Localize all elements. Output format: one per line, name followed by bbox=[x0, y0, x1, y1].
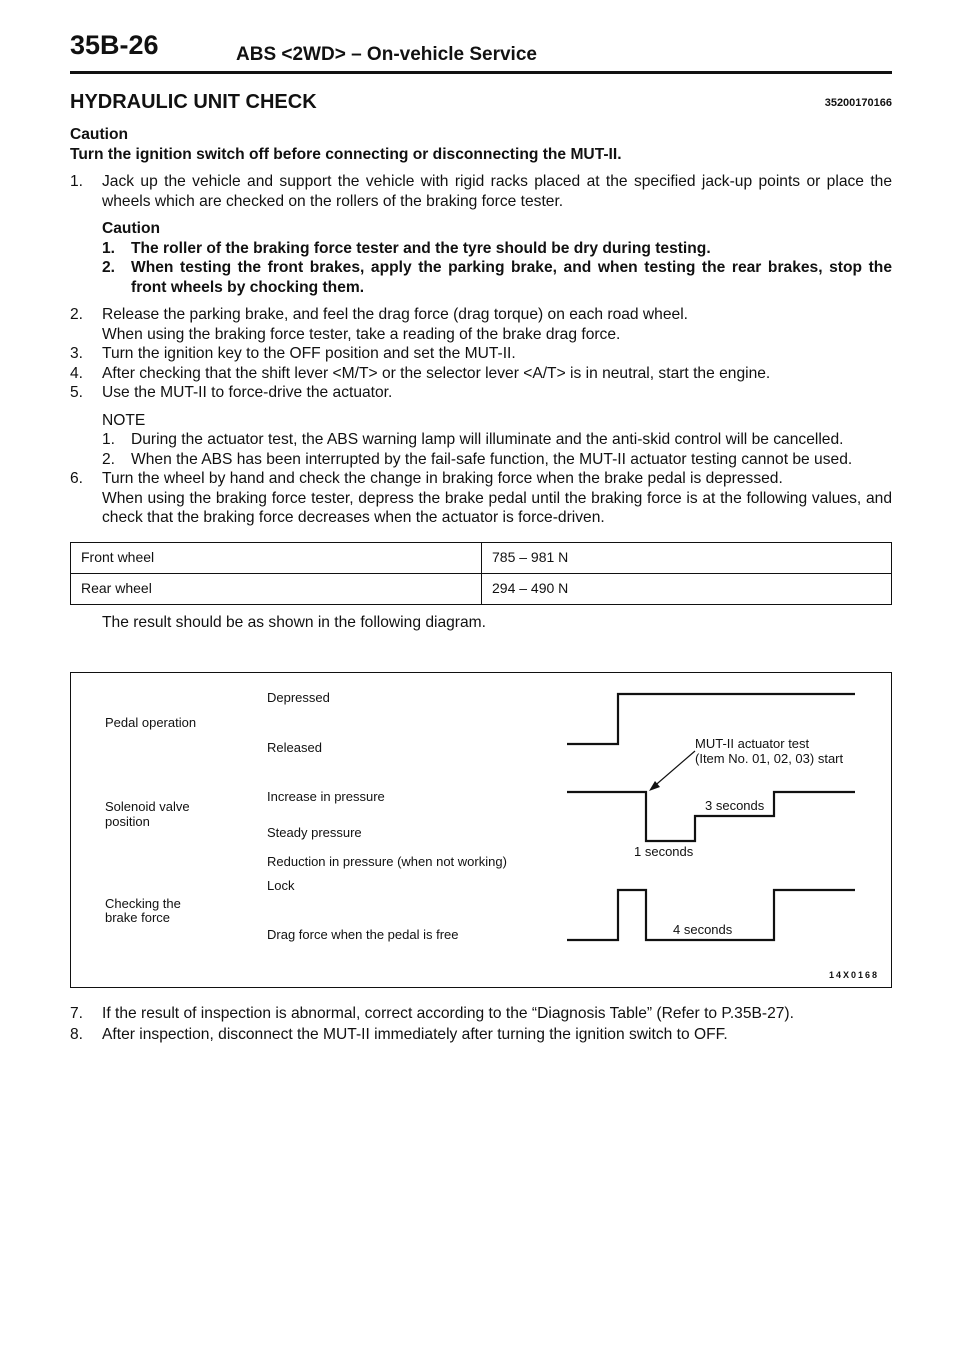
table-cell-value: 785 – 981 N bbox=[482, 542, 892, 573]
note-item bbox=[102, 430, 892, 450]
note-item-text: During the actuator test, the ABS warning lamp will illuminate and the anti-skid control will be cancelled. bbox=[131, 431, 844, 448]
table-cell-label: Front wheel bbox=[71, 542, 482, 573]
label-actuator-item: (Item No. 01, 02, 03) start bbox=[695, 751, 844, 766]
note-item-text: When the ABS has been interrupted by the fail-safe function, the MUT-II actuator testing cannot be used. bbox=[131, 450, 853, 468]
page-number: 35B-26 bbox=[70, 30, 159, 60]
label-4-seconds: 4 seconds bbox=[673, 922, 733, 937]
step-number: 3. bbox=[70, 345, 84, 362]
header-rule bbox=[70, 71, 892, 74]
note-label: NOTE bbox=[102, 411, 146, 429]
label-pedal-operation: Pedal operation bbox=[105, 715, 197, 730]
label-depressed: Depressed bbox=[267, 690, 330, 705]
table-cell-value: 294 – 490 N bbox=[482, 573, 892, 604]
label-lock: Lock bbox=[267, 878, 295, 893]
step-2 bbox=[70, 305, 892, 344]
timing-diagram-svg bbox=[71, 673, 891, 987]
step-5 bbox=[70, 383, 892, 403]
timing-diagram bbox=[70, 672, 892, 988]
label-solenoid-valve: Solenoid valve bbox=[105, 799, 190, 814]
note-item bbox=[102, 450, 892, 470]
step-number: 2. bbox=[70, 306, 84, 323]
actuator-test-arrow bbox=[651, 751, 695, 789]
note-item-number: 2. bbox=[102, 450, 116, 468]
step-3 bbox=[70, 344, 892, 364]
step-text-line: Turn the wheel by hand and check the change in braking force when the brake pedal is depressed. bbox=[102, 470, 783, 487]
post-diagram-steps bbox=[70, 1003, 892, 1045]
section-title: HYDRAULIC UNIT CHECK bbox=[70, 91, 317, 113]
label-steady: Steady pressure bbox=[267, 825, 362, 840]
step-1-caution-label: Caution bbox=[102, 220, 161, 237]
caution-item bbox=[102, 239, 892, 259]
step-number: 8. bbox=[70, 1026, 84, 1043]
figure-code: 14X0168 bbox=[828, 970, 879, 980]
step-text: Jack up the vehicle and support the vehicle with rigid racks placed at the specified jack-up points or place the wheels which are checked on the rollers of the braking force tester. bbox=[102, 173, 892, 210]
caution-text: Turn the ignition switch off before connecting or disconnecting the MUT-II. bbox=[70, 145, 622, 163]
step-number: 5. bbox=[70, 384, 84, 401]
step-number: 1. bbox=[70, 173, 84, 190]
table-cell-label: Rear wheel bbox=[71, 573, 482, 604]
table-row bbox=[71, 542, 892, 573]
result-text: The result should be as shown in the following diagram. bbox=[102, 613, 486, 631]
step-6 bbox=[70, 469, 892, 528]
label-solenoid-position: position bbox=[105, 814, 150, 829]
step-1 bbox=[70, 172, 892, 211]
step-text-line: When using the braking force tester, depress the brake pedal until the braking force is at the following values, and check that the braking force decreases when the actuator is force-driven. bbox=[102, 489, 892, 526]
caution-item-number: 2. bbox=[102, 259, 116, 276]
caution-item-text: The roller of the braking force tester and the tyre should be dry during testing. bbox=[131, 239, 711, 257]
label-released: Released bbox=[267, 740, 322, 755]
braking-force-table bbox=[70, 542, 892, 605]
caution-label: Caution bbox=[70, 126, 129, 143]
step-text-line: Release the parking brake, and feel the drag force (drag torque) on each road wheel. bbox=[102, 306, 688, 323]
step-text bbox=[102, 469, 892, 528]
caution-item-text: When testing the front brakes, apply the parking brake, and when testing the rear brakes, stop the front wheels by chocking them. bbox=[131, 259, 892, 296]
caution-item-number: 1. bbox=[102, 239, 116, 257]
section-code: 35200170166 bbox=[824, 97, 892, 109]
label-brake-force: brake force bbox=[105, 910, 171, 925]
step-number: 7. bbox=[70, 1005, 84, 1022]
step-4 bbox=[70, 364, 892, 384]
note-item-number: 1. bbox=[102, 431, 116, 448]
step-text: If the result of inspection is abnormal, correct according to the “Diagnosis Table” (Refer to P.35B-27). bbox=[102, 1005, 794, 1022]
step-7 bbox=[70, 1003, 892, 1024]
header-title: ABS <2WD> – On-vehicle Service bbox=[236, 44, 537, 65]
label-drag-force: Drag force when the pedal is free bbox=[267, 927, 459, 942]
step-text: Use the MUT-II to force-drive the actuator. bbox=[102, 384, 393, 401]
label-3-seconds: 3 seconds bbox=[705, 798, 765, 813]
label-1-seconds: 1 seconds bbox=[634, 844, 694, 859]
caution-item bbox=[102, 258, 892, 297]
step-text-line: When using the braking force tester, take a reading of the brake drag force. bbox=[102, 325, 621, 343]
step-text: Turn the ignition key to the OFF position and set the MUT-II. bbox=[102, 345, 516, 362]
step-text: After checking that the shift lever <M/T> or the selector lever <A/T> is in neutral, start the engine. bbox=[102, 364, 771, 382]
step-text bbox=[102, 305, 892, 344]
step-8 bbox=[70, 1024, 892, 1045]
label-actuator-test: MUT-II actuator test bbox=[695, 736, 810, 751]
step-1-caution bbox=[102, 219, 892, 297]
step-text: After inspection, disconnect the MUT-II immediately after turning the ignition switch to OFF. bbox=[102, 1026, 728, 1043]
step-5-note bbox=[102, 411, 892, 470]
label-reduction: Reduction in pressure (when not working) bbox=[267, 854, 507, 869]
label-increase: Increase in pressure bbox=[267, 789, 385, 804]
step-number: 6. bbox=[70, 470, 84, 487]
procedure-content bbox=[70, 125, 892, 632]
label-checking: Checking the bbox=[105, 896, 181, 911]
table-row bbox=[71, 573, 892, 604]
step-number: 4. bbox=[70, 364, 84, 382]
